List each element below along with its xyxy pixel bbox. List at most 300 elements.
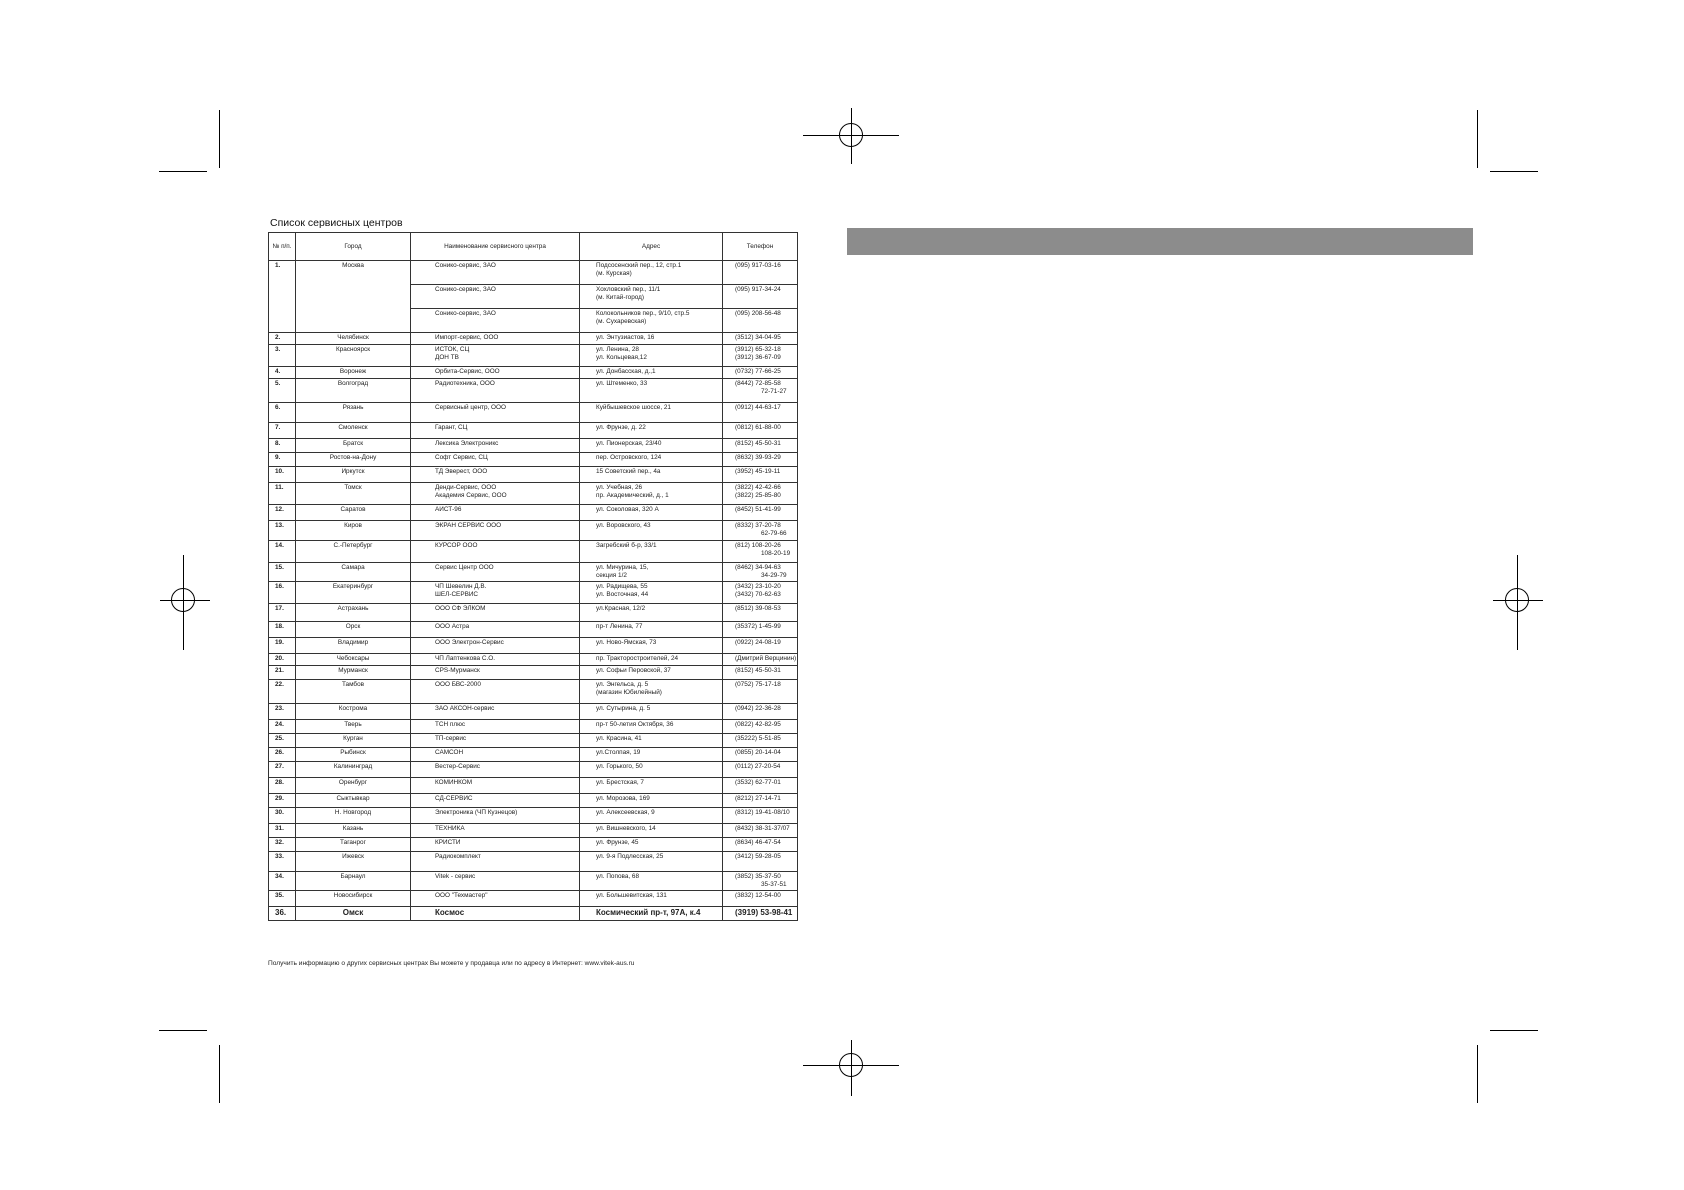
phone-line: (3832) 12-54-00 — [735, 892, 781, 899]
cell-number: 29. — [269, 794, 296, 808]
table-row — [269, 654, 798, 666]
cell-service-name — [411, 666, 580, 680]
column-header-phone: Телефон — [723, 233, 798, 261]
cell-city: Рязань — [296, 403, 411, 423]
cell-phone — [723, 345, 798, 367]
cell-phone — [723, 379, 798, 403]
cell-address — [580, 403, 723, 423]
name-line: Радиокомплект — [435, 853, 481, 860]
cell-address — [580, 838, 723, 852]
registration-mark — [1505, 588, 1529, 612]
table-row — [269, 345, 798, 367]
address-line: ул. Софьи Перовской, 37 — [596, 667, 671, 674]
address-line: ул. Соколовая, 320 А — [596, 506, 659, 513]
cell-address — [580, 762, 723, 778]
cell-phone — [723, 333, 798, 345]
address-line: Космический пр-т, 97А, к.4 — [596, 908, 701, 917]
name-line: КРИСТИ — [435, 839, 461, 846]
phone-line: (095) 208-56-48 — [735, 310, 781, 317]
phone-line: (0855) 20-14-04 — [735, 749, 781, 756]
cell-service-name — [411, 907, 580, 921]
phone-line: (0912) 44-63-17 — [735, 404, 781, 411]
phone-line: (0812) 61-88-00 — [735, 424, 781, 431]
name-line: ДОН ТВ — [435, 354, 459, 361]
phone-line: (0752) 75-17-18 — [735, 681, 781, 688]
cell-phone — [723, 541, 798, 563]
address-line: (м. Китай-город) — [596, 294, 645, 301]
address-line: (м. Сухаревская) — [596, 318, 647, 325]
column-header-city: Город — [296, 233, 411, 261]
phone-line: (35372) 1-45-99 — [735, 623, 781, 630]
table-row — [269, 453, 798, 467]
name-line: Сонико-сервис, ЗАО — [435, 262, 496, 269]
cell-city: Волгоград — [296, 379, 411, 403]
cell-address — [580, 367, 723, 379]
table-row — [269, 403, 798, 423]
cell-city: Тамбов — [296, 680, 411, 704]
cell-phone — [723, 367, 798, 379]
table-row — [269, 794, 798, 808]
cell-number: 12. — [269, 505, 296, 521]
cell-city: Калининград — [296, 762, 411, 778]
name-line: ТЕХНИКА — [435, 825, 465, 832]
cell-city: Астрахань — [296, 604, 411, 622]
cell-city: Кострома — [296, 704, 411, 720]
name-line: Сервисный центр, ООО — [435, 404, 506, 411]
cell-number: 16. — [269, 582, 296, 604]
address-line: ул. Фрунзе, 45 — [596, 839, 639, 846]
cell-number: 1. — [269, 261, 296, 333]
phone-line: (3852) 35-37-50 — [735, 873, 781, 880]
address-line: Куйбышевское шоссе, 21 — [596, 404, 671, 411]
phone-line: (3912) 36-67-09 — [735, 354, 781, 361]
cell-service-name — [411, 808, 580, 824]
cell-phone — [723, 794, 798, 808]
name-line: Сонико-сервис, ЗАО — [435, 286, 496, 293]
cell-phone — [723, 907, 798, 921]
cell-city: Москва — [296, 261, 411, 333]
cell-number: 10. — [269, 467, 296, 483]
cell-city: Саратов — [296, 505, 411, 521]
cell-phone — [723, 808, 798, 824]
cell-address — [580, 907, 723, 921]
cell-number: 3. — [269, 345, 296, 367]
name-line: Космос — [435, 908, 465, 917]
cell-service-name — [411, 453, 580, 467]
cell-phone — [723, 762, 798, 778]
service-centers-table — [268, 232, 798, 921]
phone-line: 72-71-27 — [761, 388, 787, 395]
cell-phone — [723, 467, 798, 483]
cell-service-name — [411, 704, 580, 720]
name-line: Академия Сервис, ООО — [435, 492, 507, 499]
cell-phone — [723, 439, 798, 453]
table-row — [269, 824, 798, 838]
table-row — [269, 261, 798, 285]
cell-phone — [723, 521, 798, 541]
cell-address — [580, 541, 723, 563]
cell-address — [580, 794, 723, 808]
phone-line: 108-20-19 — [761, 550, 791, 557]
phone-line: (8452) 51-41-99 — [735, 506, 781, 513]
cell-number: 34. — [269, 872, 296, 891]
name-line: ТСН плюс — [435, 721, 466, 728]
cell-phone — [723, 622, 798, 638]
cell-city: Омск — [296, 907, 411, 921]
cell-address — [580, 483, 723, 505]
registration-mark — [171, 588, 195, 612]
address-line: ул.Красная, 12/2 — [596, 605, 646, 612]
cell-city: Барнаул — [296, 872, 411, 891]
name-line: Сонико-сервис, ЗАО — [435, 310, 496, 317]
cell-service-name — [411, 824, 580, 838]
table-row — [269, 680, 798, 704]
cell-phone — [723, 638, 798, 654]
cell-address — [580, 638, 723, 654]
phone-line: (8152) 45-50-31 — [735, 440, 781, 447]
cell-address — [580, 852, 723, 872]
cell-number: 21. — [269, 666, 296, 680]
cell-service-name — [411, 582, 580, 604]
cell-number: 14. — [269, 541, 296, 563]
table-row — [269, 604, 798, 622]
address-line: ул. Попова, 68 — [596, 873, 640, 880]
address-line: пр-т Ленина, 77 — [596, 623, 643, 630]
cell-city: Томск — [296, 483, 411, 505]
cell-phone — [723, 838, 798, 852]
cell-service-name — [411, 762, 580, 778]
cell-number: 9. — [269, 453, 296, 467]
phone-line: (8462) 34-94-63 — [735, 564, 781, 571]
address-line: ул. Энтузиастов, 16 — [596, 334, 655, 341]
cell-address — [580, 379, 723, 403]
cell-service-name — [411, 261, 580, 285]
address-line: ул.Столпая, 19 — [596, 749, 641, 756]
crop-mark — [219, 1045, 220, 1103]
phone-line: (8442) 72-85-58 — [735, 380, 781, 387]
table-row — [269, 563, 798, 582]
address-line: ул. Брестская, 7 — [596, 779, 644, 786]
cell-phone — [723, 423, 798, 439]
cell-city: Мурманск — [296, 666, 411, 680]
cell-phone — [723, 309, 798, 333]
cell-service-name — [411, 333, 580, 345]
cell-service-name — [411, 309, 580, 333]
cell-phone — [723, 261, 798, 285]
cell-number: 22. — [269, 680, 296, 704]
crop-mark — [1490, 171, 1538, 172]
address-line: ул. Красина, 41 — [596, 735, 642, 742]
table-row — [269, 838, 798, 852]
cell-city: Оренбург — [296, 778, 411, 794]
cell-phone — [723, 666, 798, 680]
table-row — [269, 483, 798, 505]
address-line: ул. Восточная, 44 — [596, 591, 649, 598]
address-line: ул. Ново-Ямская, 73 — [596, 639, 657, 646]
name-line: САМСОН — [435, 749, 464, 756]
cell-address — [580, 453, 723, 467]
cell-number: 11. — [269, 483, 296, 505]
phone-line: (3412) 59-28-05 — [735, 853, 781, 860]
cell-city: Киров — [296, 521, 411, 541]
cell-phone — [723, 285, 798, 309]
cell-city: Чебоксары — [296, 654, 411, 666]
cell-service-name — [411, 872, 580, 891]
phone-line: (3512) 34-04-95 — [735, 334, 781, 341]
table-row — [269, 467, 798, 483]
address-line: ул. Донбасская, д.,1 — [596, 368, 656, 375]
cell-phone — [723, 778, 798, 794]
name-line: Лексика Электроникс — [435, 440, 499, 447]
table-row — [269, 720, 798, 734]
cell-city: Ростов-на-Дону — [296, 453, 411, 467]
cell-service-name — [411, 505, 580, 521]
address-line: (м. Курская) — [596, 270, 632, 277]
name-line: Импорт-сервис, ООО — [435, 334, 499, 341]
phone-line: 62-79-66 — [761, 530, 787, 537]
table-row — [269, 872, 798, 891]
name-line: ООО СФ ЭЛКОМ — [435, 605, 486, 612]
cell-service-name — [411, 778, 580, 794]
cell-number: 19. — [269, 638, 296, 654]
address-line: ул. Горького, 50 — [596, 763, 643, 770]
column-header-name: Наименование сервисного центра — [411, 233, 580, 261]
phone-line: (8212) 27-14-71 — [735, 795, 781, 802]
table-body — [269, 261, 798, 921]
cell-phone — [723, 720, 798, 734]
cell-address — [580, 261, 723, 285]
crop-mark — [1477, 1045, 1478, 1103]
crop-mark — [1477, 110, 1478, 168]
cell-service-name — [411, 654, 580, 666]
cell-number: 25. — [269, 734, 296, 748]
address-line: ул. Штеменко, 33 — [596, 380, 648, 387]
cell-service-name — [411, 345, 580, 367]
name-line: АИСТ-96 — [435, 506, 462, 513]
cell-number: 8. — [269, 439, 296, 453]
cell-service-name — [411, 563, 580, 582]
cell-phone — [723, 483, 798, 505]
cell-address — [580, 720, 723, 734]
cell-number: 18. — [269, 622, 296, 638]
table-row — [269, 638, 798, 654]
address-line: ул. Алексеевская, 9 — [596, 809, 655, 816]
cell-city: Владимир — [296, 638, 411, 654]
column-header-address: Адрес — [580, 233, 723, 261]
phone-line: (3912) 65-32-18 — [735, 346, 781, 353]
phone-line: (3822) 25-85-80 — [735, 492, 781, 499]
cell-city: Новосибирск — [296, 891, 411, 907]
name-line: Софт Сервис, СЦ — [435, 454, 488, 461]
cell-city: Воронеж — [296, 367, 411, 379]
name-line: Гарант, СЦ — [435, 424, 468, 431]
address-line: пр-т 50-летия Октября, 36 — [596, 721, 674, 728]
crop-mark — [1490, 1030, 1538, 1031]
cell-phone — [723, 704, 798, 720]
name-line: ИСТОК, СЦ — [435, 346, 470, 353]
cell-address — [580, 582, 723, 604]
cell-phone — [723, 748, 798, 762]
cell-address — [580, 872, 723, 891]
cell-service-name — [411, 423, 580, 439]
cell-number: 32. — [269, 838, 296, 852]
footer-note: Получить информацию о других сервисных центрах Вы можете у продавца или по адресу в Интернет: www.vitek-aus.ru — [268, 960, 635, 967]
cell-number: 15. — [269, 563, 296, 582]
cell-city: Таганрог — [296, 838, 411, 852]
cell-number: 33. — [269, 852, 296, 872]
cell-city: Орск — [296, 622, 411, 638]
table-row — [269, 439, 798, 453]
cell-number: 7. — [269, 423, 296, 439]
name-line: ШЕЛ-СЕРВИС — [435, 591, 479, 598]
phone-line: (812) 108-20-26 — [735, 542, 781, 549]
cell-city: Самара — [296, 563, 411, 582]
phone-line: (35222) 5-51-85 — [735, 735, 781, 742]
cell-address — [580, 467, 723, 483]
address-line: ул. Пионерская, 23/40 — [596, 440, 662, 447]
phone-line: 35-37-51 — [761, 881, 787, 888]
cell-service-name — [411, 748, 580, 762]
name-line: Радиотехника, ООО — [435, 380, 495, 387]
table-row — [269, 734, 798, 748]
cell-number: 13. — [269, 521, 296, 541]
cell-service-name — [411, 541, 580, 563]
cell-city: Братск — [296, 439, 411, 453]
table-row — [269, 367, 798, 379]
phone-line: (8312) 19-41-08/10 — [735, 809, 790, 816]
cell-service-name — [411, 285, 580, 309]
cell-address — [580, 439, 723, 453]
cell-service-name — [411, 838, 580, 852]
cell-number: 23. — [269, 704, 296, 720]
column-header-number: № п/п. — [269, 233, 296, 261]
cell-city: Сыктывкар — [296, 794, 411, 808]
name-line: ЗАО АКСОН-сервис — [435, 705, 495, 712]
cell-city: Красноярск — [296, 345, 411, 367]
cell-number: 26. — [269, 748, 296, 762]
phone-line: (3532) 62-77-01 — [735, 779, 781, 786]
cell-number: 27. — [269, 762, 296, 778]
cell-city: Казань — [296, 824, 411, 838]
address-line: 15 Советский пер., 4а — [596, 468, 661, 475]
cell-number: 2. — [269, 333, 296, 345]
cell-address — [580, 604, 723, 622]
crop-mark — [159, 171, 207, 172]
cell-address — [580, 778, 723, 794]
phone-line: (8332) 37-20-78 — [735, 522, 781, 529]
address-line: ул. Большевитская, 131 — [596, 892, 667, 899]
cell-address — [580, 824, 723, 838]
phone-line: (8432) 38-31-37/07 — [735, 825, 790, 832]
cell-phone — [723, 563, 798, 582]
cell-address — [580, 704, 723, 720]
address-line: ул. Воровского, 43 — [596, 522, 651, 529]
cell-service-name — [411, 622, 580, 638]
cell-number: 20. — [269, 654, 296, 666]
name-line: СД-СЕРВИС — [435, 795, 473, 802]
address-line: Подсосенский пер., 12, стр.1 — [596, 262, 682, 269]
address-line: ул. Мичурина, 15, — [596, 564, 649, 571]
cell-service-name — [411, 403, 580, 423]
phone-line: (8632) 39-93-29 — [735, 454, 781, 461]
cell-address — [580, 680, 723, 704]
cell-city: Ижевск — [296, 852, 411, 872]
cell-phone — [723, 824, 798, 838]
name-line: ООО Астра — [435, 623, 470, 630]
phone-line: (0922) 24-08-19 — [735, 639, 781, 646]
cell-city: Тверь — [296, 720, 411, 734]
cell-city: Курган — [296, 734, 411, 748]
phone-line: (0112) 27-20-54 — [735, 763, 781, 770]
name-line: Денди-Сервис, ООО — [435, 484, 497, 491]
cell-address — [580, 748, 723, 762]
cell-service-name — [411, 852, 580, 872]
cell-number: 5. — [269, 379, 296, 403]
cell-phone — [723, 734, 798, 748]
table-row — [269, 423, 798, 439]
cell-phone — [723, 654, 798, 666]
cell-service-name — [411, 467, 580, 483]
phone-line: (3822) 42-42-66 — [735, 484, 781, 491]
cell-phone — [723, 891, 798, 907]
cell-service-name — [411, 604, 580, 622]
cell-address — [580, 309, 723, 333]
table-row — [269, 666, 798, 680]
cell-number: 35. — [269, 891, 296, 907]
table-row — [269, 521, 798, 541]
address-line: пр. Тракторостроителей, 24 — [596, 655, 679, 662]
table-row — [269, 541, 798, 563]
cell-address — [580, 734, 723, 748]
table-row — [269, 907, 798, 921]
phone-line: (Дмитрий Верцинин) — [735, 655, 797, 662]
cell-address — [580, 622, 723, 638]
cell-address — [580, 808, 723, 824]
address-line: ул. Кольцевая,12 — [596, 354, 647, 361]
phone-line: (3919) 53-98-41 — [735, 908, 793, 917]
name-line: КОМИНКОМ — [435, 779, 473, 786]
crop-mark — [219, 110, 220, 168]
name-line: ТП-сервис — [435, 735, 467, 742]
table-header-row — [269, 233, 798, 261]
cell-number: 4. — [269, 367, 296, 379]
table-row — [269, 762, 798, 778]
cell-phone — [723, 872, 798, 891]
cell-city: Иркутск — [296, 467, 411, 483]
table-row — [269, 808, 798, 824]
name-line: Сервис Центр ООО — [435, 564, 494, 571]
cell-phone — [723, 852, 798, 872]
address-line: ул. Учебная, 26 — [596, 484, 643, 491]
name-line: Орбита-Сервис, ООО — [435, 368, 500, 375]
phone-line: (095) 917-34-24 — [735, 286, 781, 293]
name-line: ООО БВС-2000 — [435, 681, 481, 688]
cell-number: 31. — [269, 824, 296, 838]
address-line: ул. Фрунзе, д. 22 — [596, 424, 646, 431]
phone-line: (3952) 45-19-11 — [735, 468, 781, 475]
address-line: Колокольников пер., 9/10, стр.5 — [596, 310, 690, 317]
table-row — [269, 379, 798, 403]
cell-phone — [723, 403, 798, 423]
address-line: секция 1/2 — [596, 572, 627, 579]
name-line: ЧП Шевелин Д.В. — [435, 583, 487, 590]
phone-line: (0822) 42-82-95 — [735, 721, 781, 728]
address-line: пер. Островского, 124 — [596, 454, 662, 461]
registration-mark — [839, 1053, 863, 1077]
address-line: (магазин Юбилейный) — [596, 689, 662, 696]
address-line: пр. Академический, д., 1 — [596, 492, 669, 499]
name-line: Вестер-Сервис — [435, 763, 480, 770]
